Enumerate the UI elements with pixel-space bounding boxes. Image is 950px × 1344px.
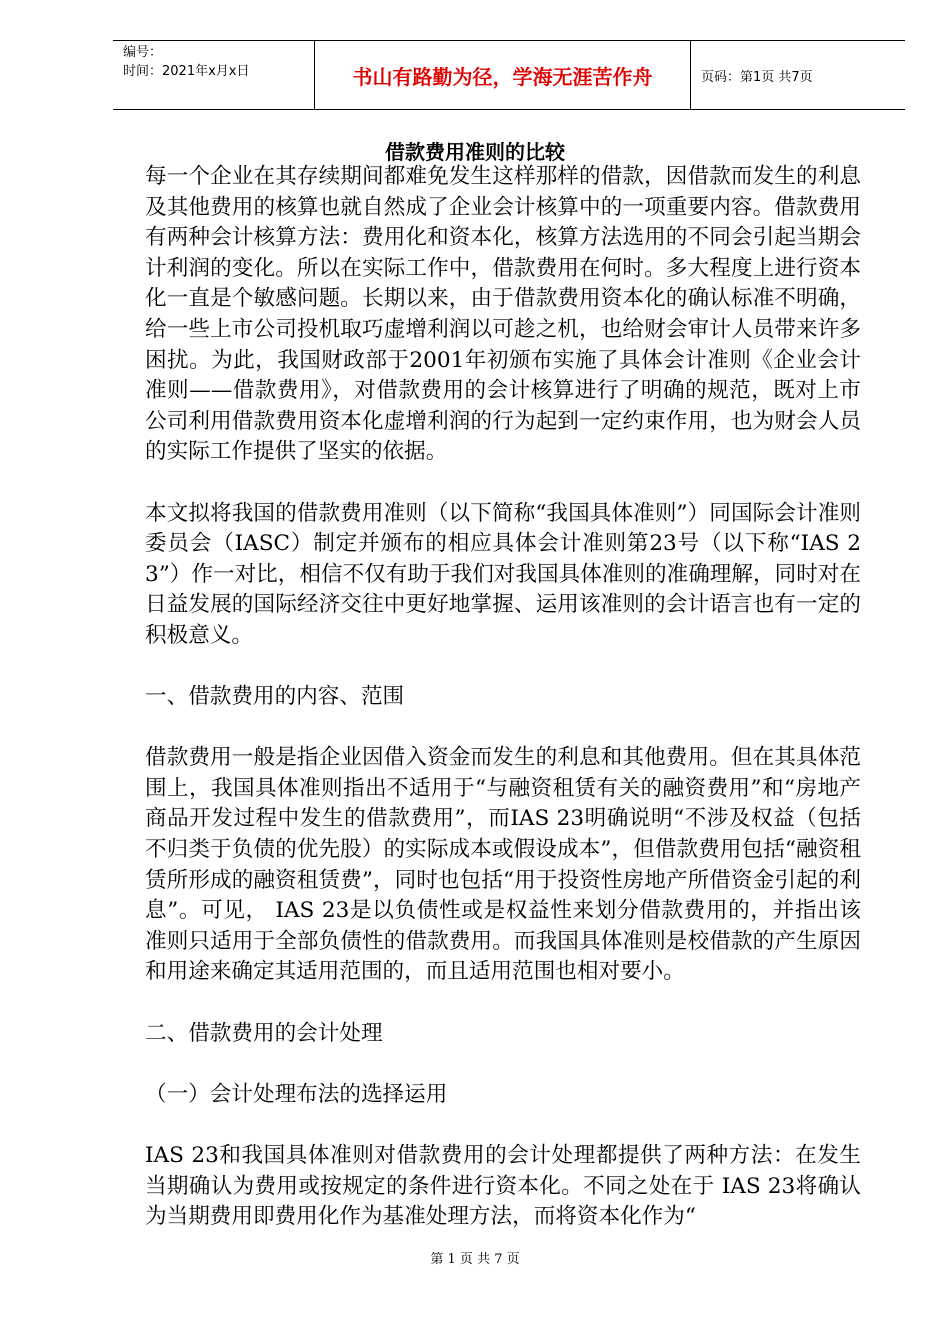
document-body	[145, 162, 861, 1233]
header-page-info: 页码：第1页 共7页	[701, 69, 813, 85]
section-heading-2: 二、借款费用的会计处理	[145, 1020, 383, 1046]
page-footer: 第 1 页 共 7 页	[430, 1252, 520, 1267]
paragraph-purpose: 本文拟将我国的借款费用准则（以下简称“我国具体准则”）同国际会计准则委员会（IASC）制定并颁布的相应具体会计准则第23号（以下称“IAS 23”）作一对比，相信不仅有助于我们对我国具体准则的准确理解，同时对在日益发展的国际经济交往中更好地掌握、运用该准则的会计语言也有一定的积极意义。	[145, 500, 861, 648]
header-motto: 书山有路勤为径，学海无涯苦作舟	[315, 41, 691, 109]
number-label: 编号：	[123, 45, 163, 60]
section-heading-1: 一、借款费用的内容、范围	[145, 684, 405, 710]
subsection-heading-1: （一）会计处理布法的选择运用	[145, 1081, 448, 1107]
paragraph-scope: 借款费用一般是指企业因借入资金而发生的利息和其他费用。但在其具体范围上，我国具体准则指出不适用于“与融资租赁有关的融资费用”和“房地产商品开发过程中发生的借款费用”，而IAS 23明确说明“不涉及权益（包括不归类于负债的优先股）的实际成本或假设成本”，但借款费用包括“融资租赁所形成的融资租赁费”，同时也包括“用于投资性房地产所借资金引起的利息”。可见， IAS 23是以负债性或是权益性来划分借款费用的，并指出该准则只适用于全部负债性的借款费用。而我国具体准则是校借款的产生原因和用途来确定其适用范围的，而且适用范围也相对要小。	[145, 745, 861, 985]
page-header	[113, 40, 905, 110]
header-meta	[113, 41, 315, 109]
time-label: 时间：2021年x月x日	[123, 64, 250, 79]
paragraph-methods: IAS 23和我国具体准则对借款费用的会计处理都提供了两种方法：在发生当期确认为费用或按规定的条件进行资本化。不同之处在于 IAS 23将确认为当期费用即费用化作为基准处理方法，而将资本化作为“	[145, 1143, 861, 1230]
document-title: 借款费用准则的比较	[385, 140, 565, 164]
paragraph-intro: 每一个企业在其存续期间都难免发生这样那样的借款，因借款而发生的利息及其他费用的核算也就自然成了企业会计核算中的一项重要内容。借款费用有两种会计核算方法：费用化和资本化，核算方法选用的不同会引起当期会计利润的变化。所以在实际工作中，借款费用在何时。多大程度上进行资本化一直是个敏感问题。长期以来，由于借款费用资本化的确认标准不明确，给一些上市公司投机取巧虚增利润以可趁之机，也给财会审计人员带来许多困扰。为此，我国财政部于2001年初颁布实施了具体会计准则《企业会计准则——借款费用》，对借款费用的会计核算进行了明确的规范，既对上市公司利用借款费用资本化虚增利润的行为起到一定约束作用，也为财会人员的实际工作提供了坚实的依据。	[145, 164, 861, 465]
